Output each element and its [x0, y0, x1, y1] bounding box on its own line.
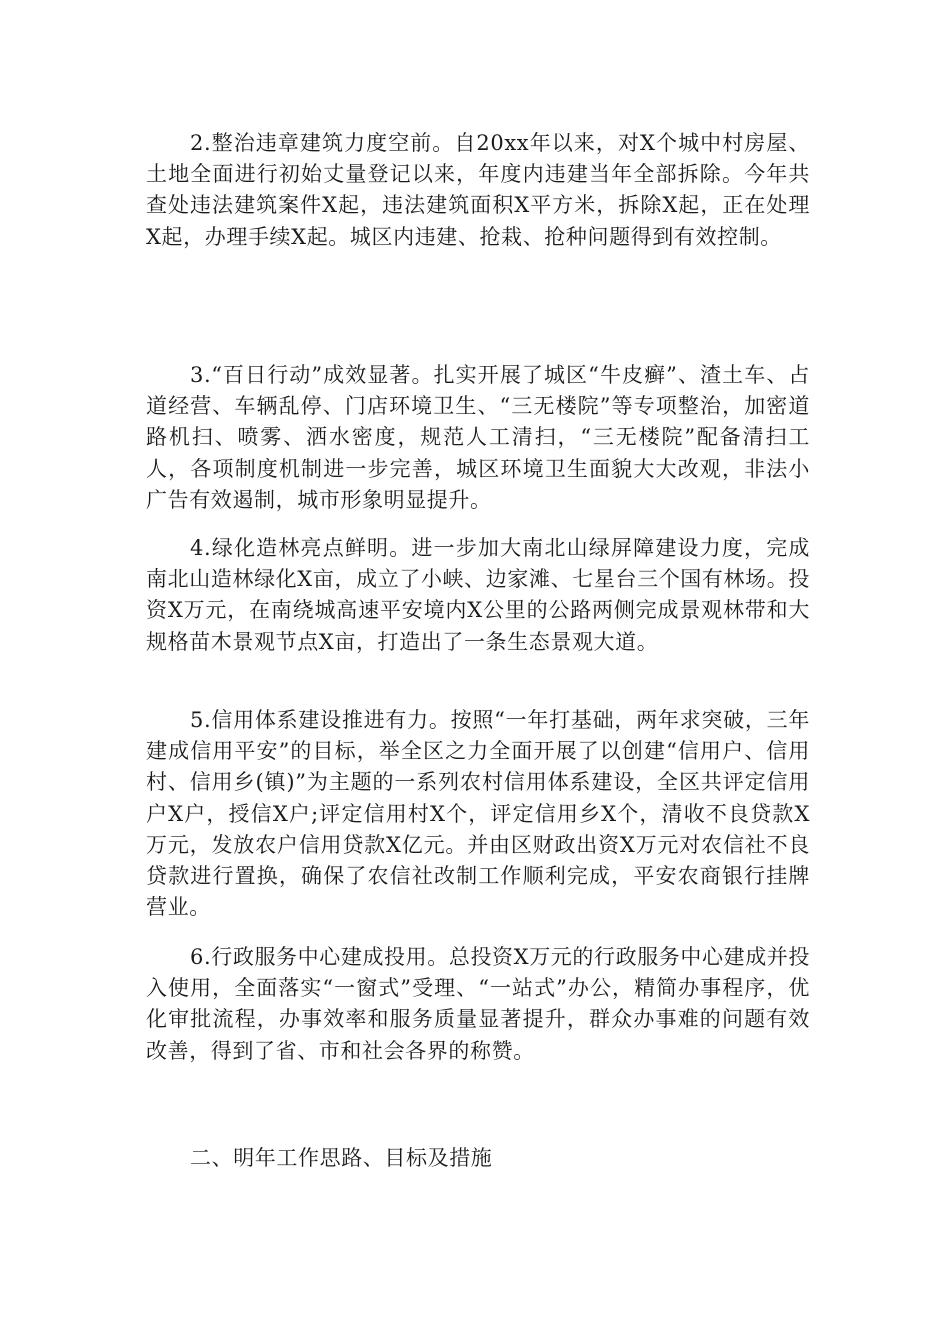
paragraph-credit-system: 5.信用体系建设推进有力。按照“一年打基础，两年求突破，三年建成信用平安”的目标，举全区之力全面开展了以创建“信用户、信用村、信用乡(镇)”为主题的一系列农村信用体系建设，全区共评定信用户X户，授信X户;评定信用村X个，评定信用乡X个，清收不良贷款X万元，发放农户信用贷款X亿元。并由区财政出资X万元对农信社不良贷款进行置换，确保了农信社改制工作顺利完成，平安农商银行挂牌营业。	[146, 708, 810, 920]
paragraph-afforestation: 4.绿化造林亮点鲜明。进一步加大南北山绿屏障建设力度，完成南北山造林绿化X亩，成立了小峡、边家滩、七星台三个国有林场。投资X万元，在南绕城高速平安境内X公里的公路两侧完成景观林带和大规格苗木景观节点X亩，打造出了一条生态景观大道。	[146, 536, 810, 654]
paragraph-hundred-day-action: 3.“百日行动”成效显著。扎实开展了城区“牛皮癣”、渣土车、占道经营、车辆乱停、门店环境卫生、“三无楼院”等专项整治，加密道路机扫、喷雾、洒水密度，规范人工清扫，“三无楼院”配备清扫工人，各项制度机制进一步完善，城区环境卫生面貌大大改观，非法小广告有效遏制，城市形象明显提升。	[146, 363, 810, 512]
paragraph-demolition: 2.整治违章建筑力度空前。自20xx年以来，对X个城中村房屋、土地全面进行初始丈量登记以来，年度内违建当年全部拆除。今年共查处违法建筑案件X起，违法建筑面积X平方米，拆除X起，正在处理X起，办理手续X起。城区内违建、抢栽、抢种问题得到有效控制。	[146, 131, 810, 249]
section-heading: 二、明年工作思路、目标及措施	[190, 1146, 493, 1170]
paragraph-service-center: 6.行政服务中心建成投用。总投资X万元的行政服务中心建成并投入使用，全面落实“一窗式”受理、“一站式”办公，精简办事程序，优化审批流程，办事效率和服务质量显著提升，群众办事难的问题有效改善，得到了省、市和社会各界的称赞。	[146, 945, 810, 1063]
